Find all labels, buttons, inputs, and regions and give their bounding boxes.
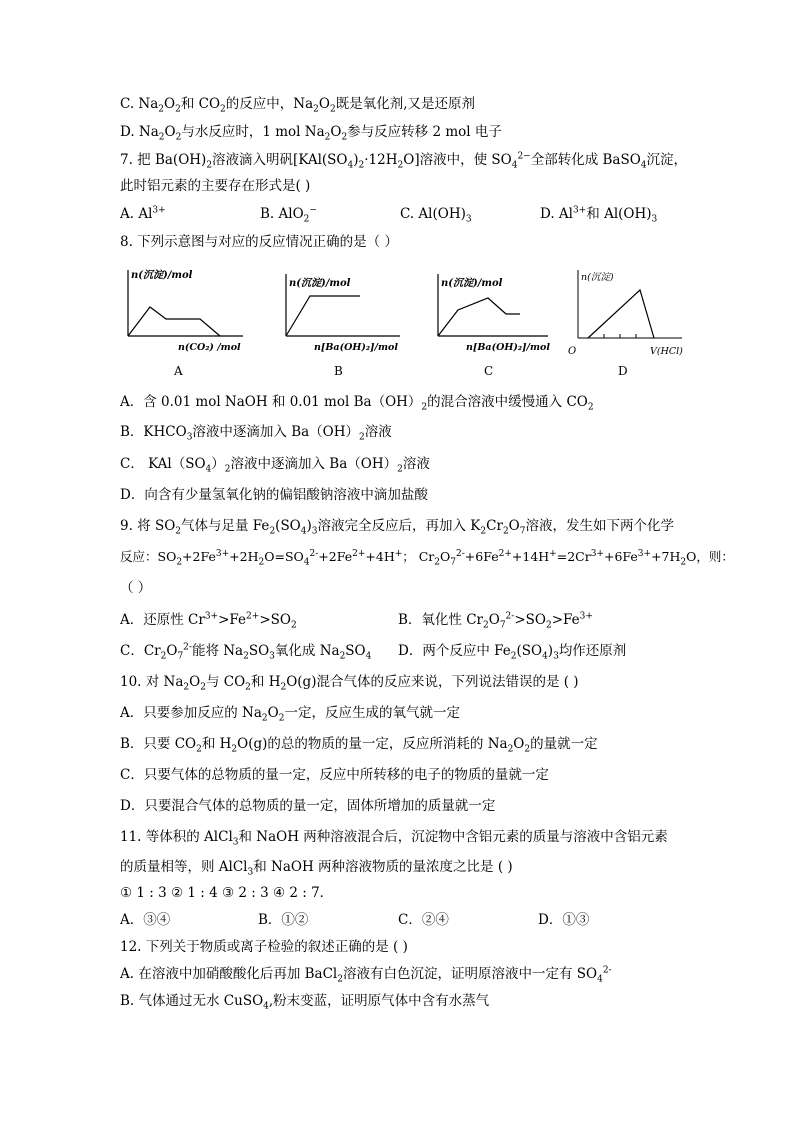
q11-stem-line2: 的质量相等，则 AlCl$_3$和 NaOH 两种溶液物质的量浓度之比是 ( ) [120,859,513,878]
q11-option-d: D．①③ [538,912,590,928]
graph-d-curve [588,290,654,338]
graph-b-xlabel: n[Ba(OH)₂]/mol [314,342,398,353]
graph-c-curve [438,298,520,336]
graph-b [278,262,408,366]
q7-stem-line2: 此时铝元素的主要存在形式是( ) [120,178,311,194]
graph-a-ylabel: n(沉淀)/mol [131,270,193,281]
graph-d [566,262,688,366]
q10-option-c: C．只要气体的总物质的量一定，反应中所转移的电子的物质的量就一定 [120,767,549,783]
graph-a-letter: A [174,364,183,378]
q9-option-a: A．还原性 $Cr^{3+}>Fe^{2+}>SO_2$ [120,611,297,631]
graph-b-curve [286,296,360,336]
graph-d-origin: O [568,346,577,357]
graph-c-svg [430,262,560,362]
q11-stem-line1: 11. 等体积的 AlCl$_3$和 NaOH 两种溶液混合后，沉淀物中含铝元素的质量与溶液中含铝元素 [120,829,668,848]
q9-stem-line3: （ ） [120,580,152,596]
graph-b-ylabel: n(沉淀)/mol [289,278,351,289]
q11-choices: ① 1 : 3 ② 1 : 4 ③ 2 : 3 ④ 2 : 7． [120,885,334,901]
q10-stem: 10. 对 $Na_2O_2$与 $CO_2$和 $H_2O(g)$混合气体的反应来说，下列说法错误的是 ( ) [120,674,579,693]
q9-stem-line1: 9. 将 $SO_2$气体与足量 $Fe_2(SO_4)_3$溶液完全反应后，再加入 $K_2Cr_2O_7$溶液，发生如下两个化学 [120,518,674,537]
q10-option-b: B．只要 $CO_2$和 $H_2O(g)$的总的物质的量一定，反应所消耗的 $Na_2O_2$的量就一定 [120,736,598,755]
graph-a-xlabel: n(CO₂) /mol [178,342,241,353]
q6-option-d: D. $Na_2O_2$与水反应时，1 mol $Na_2O_2$参与反应转移 2 mol 电子 [120,124,502,143]
graph-c-xlabel: n[Ba(OH)₂]/mol [466,342,550,353]
q9-option-d: D．两个反应中 $Fe_2(SO_4)_3$均作还原剂 [398,643,627,662]
q12-stem: 12. 下列关于物质或离子检验的叙述正确的是 ( ) [120,939,408,955]
q7-stem-line1: 7. 把 $Ba(OH)_2$溶液滴入明矾$[KAl(SO_4)_2\cdot 12H_2O]$溶液中，使 $SO_4^{2-}$全部转化成 BaSO$_4$沉淀， [120,151,688,171]
q8-graphs [118,262,688,380]
graph-d-ylabel: n(沉淀) [581,272,614,283]
graph-c [430,262,560,366]
q11-option-b: B．①② [258,912,309,928]
graph-d-xlabel: V(HCl) [650,346,683,357]
q8-option-d: D．向含有少量氢氧化钠的偏铝酸钠溶液中滴加盐酸 [120,487,428,503]
q8-option-c: C． $KAl(SO_4)_2$溶液中逐滴加入 $Ba(OH)_2$溶液 [120,456,430,475]
q11-option-a: A．③④ [120,912,171,928]
q7-option-d: D. $Al^{3+}$和 $Al(OH)_3$ [540,205,658,225]
q12-option-a: A. 在溶液中加硝酸酸化后再加 BaCl$_2$溶液有白色沉淀，证明原溶液中一定有 $SO_4^{2-}$ [120,965,612,985]
graph-d-letter: D [618,364,628,378]
q8-stem: 8. 下列示意图与对应的反应情况正确的是（ ） [120,234,398,250]
q9-option-c: C．$Cr_2O_7^{2-}$能将 $Na_2SO_3$氧化成 $Na_2SO_4$ [120,642,372,662]
q7-option-a: A. $Al^{3+}$ [120,205,166,222]
graph-a-curve [128,307,220,336]
q9-stem-line2: 反应：$SO_2+2Fe^{3+}+2H_2O=SO_4^{2-}+2Fe^{2+}+4H^+$； $Cr_2O_7^{2-}+6Fe^{2+}+14H^+=2Cr^{3+}+6Fe^{3+}+7H_2O$，则： [120,548,734,568]
q11-option-c: C．②④ [398,912,449,928]
q12-option-b: B. 气体通过无水 CuSO$_4$,粉末变蓝，证明原气体中含有水蒸气 [120,993,490,1012]
q8-option-a: A．含 0.01 mol NaOH 和 0.01 mol $Ba(OH)_2$的混合溶液中缓慢通入 $CO_2$ [120,394,594,413]
graph-a [118,262,248,366]
q7-option-c: C. $Al(OH)_3$ [400,206,472,225]
graph-c-letter: C [484,364,494,378]
q7-option-b: B. AlO$_2$− [260,205,317,225]
q6-option-c: C. $Na_2O_2$和 $CO_2$的反应中，$Na_2O_2$既是氧化剂,又是还原剂 [120,96,475,115]
graph-b-letter: B [334,364,343,378]
q10-option-a: A．只要参加反应的 $Na_2O_2$一定，反应生成的氧气就一定 [120,705,460,724]
graph-a-svg [118,262,248,362]
q9-option-b: B．氧化性 $Cr_2O_7^{2-}>SO_2>Fe^{3+}$ [398,611,593,631]
graph-b-svg [278,262,408,362]
q8-option-b: B．$KHCO_3$溶液中逐滴加入 $Ba(OH)_2$溶液 [120,424,392,443]
graph-d-svg [566,262,688,362]
q10-option-d: D．只要混合气体的总物质的量一定，固体所增加的质量就一定 [120,798,496,814]
graph-c-ylabel: n(沉淀)/mol [441,278,503,289]
